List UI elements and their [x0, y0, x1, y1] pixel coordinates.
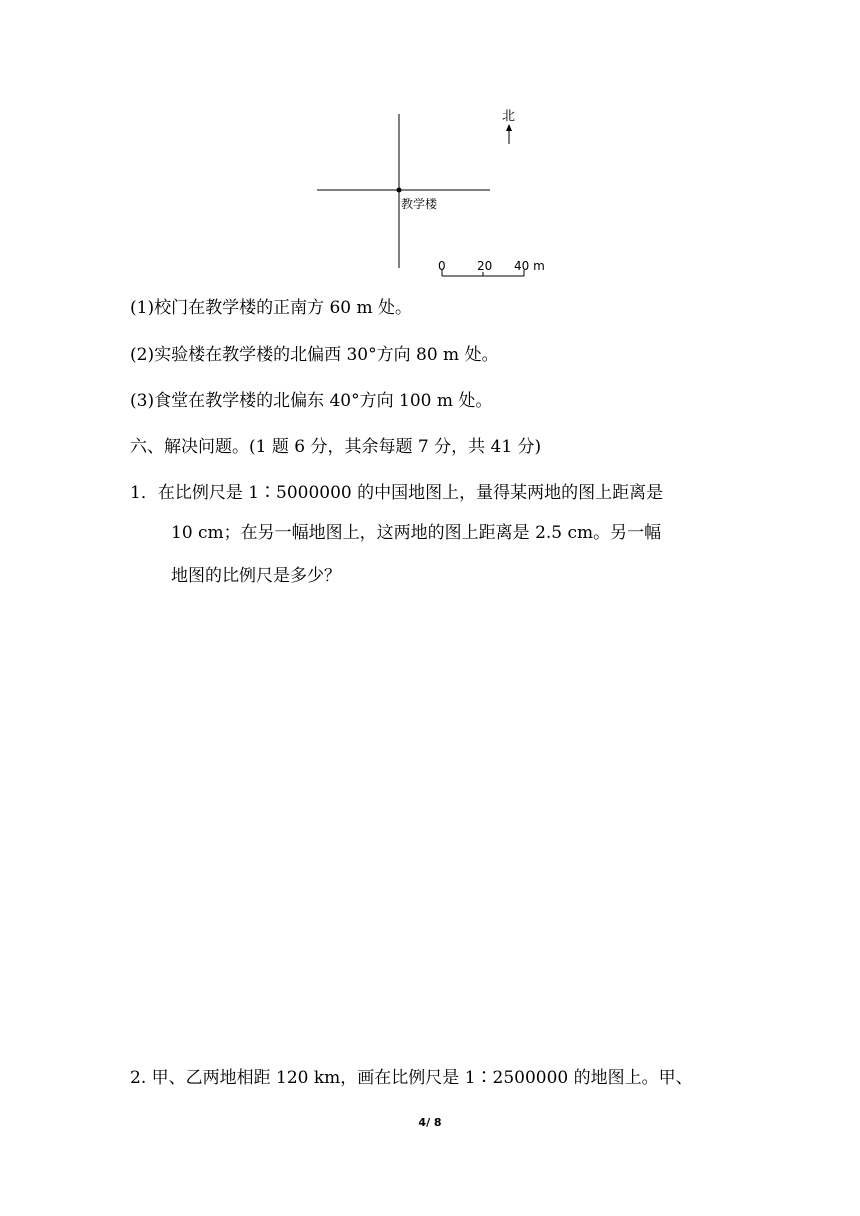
north-arrow-icon	[506, 124, 512, 144]
page-number: 4/ 8	[418, 1116, 442, 1129]
center-point	[397, 188, 402, 193]
item-2: (2)实验楼在教学楼的北偏西 30°方向 80 m 处。	[130, 345, 499, 365]
center-label: 教学楼	[401, 197, 438, 211]
north-label: 北	[502, 109, 516, 124]
direction-diagram	[300, 96, 560, 286]
question1-line2: 10 cm；在另一幅地图上，这两地的图上距离是 2.5 cm。另一幅	[171, 523, 662, 543]
question1-line3: 地图的比例尺是多少？	[171, 566, 341, 586]
question1-line1: 1．在比例尺是 1∶5000000 的中国地图上，量得某两地的图上距离是	[130, 483, 664, 503]
section-title: 六、解决问题。(1 题 6 分，其余每题 7 分，共 41 分)	[130, 437, 542, 457]
item-1: (1)校门在教学楼的正南方 60 m 处。	[130, 298, 413, 318]
scale-label-0: 0	[438, 259, 446, 273]
question2-line1: 2. 甲、乙两地相距 120 km，画在比例尺是 1∶2500000 的地图上。甲、	[130, 1068, 693, 1088]
item-3: (3)食堂在教学楼的北偏东 40°方向 100 m 处。	[130, 391, 493, 411]
scale-label-20: 20	[477, 259, 493, 273]
direction-map-svg	[300, 96, 560, 286]
scale-label-40: 40 m	[514, 259, 545, 273]
